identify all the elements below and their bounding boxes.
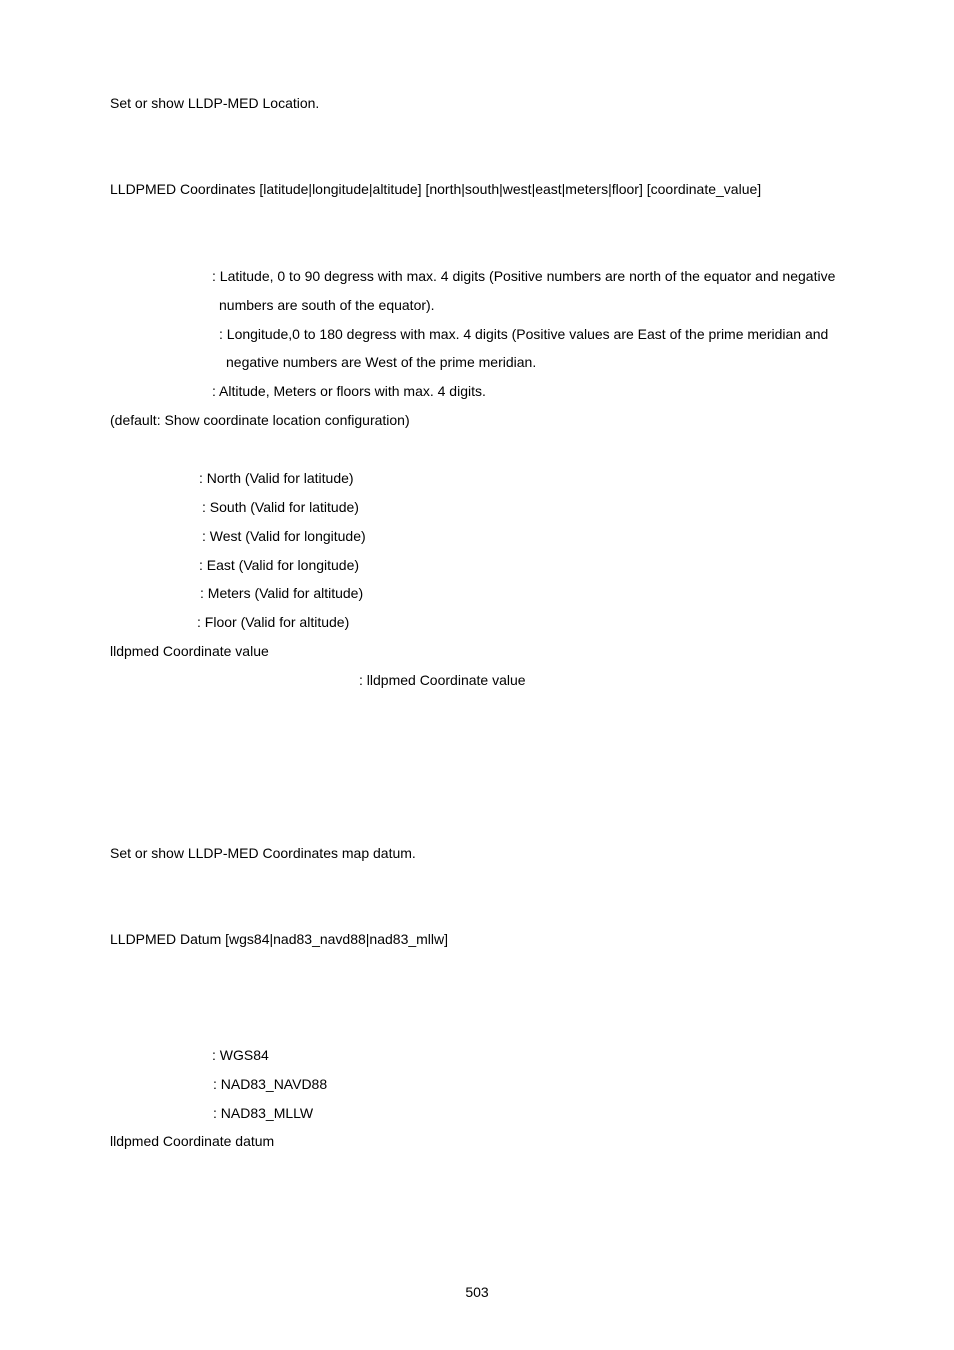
value-label: lldpmed Coordinate value: [110, 643, 269, 659]
param-longitude-line1: : Longitude,0 to 180 degress with max. 4 digits (Positive values are East of the prime meridian and: [219, 326, 829, 342]
section2-description: Set or show LLDP-MED Coordinates map datum.: [110, 845, 416, 861]
dir-east: : East (Valid for longitude): [199, 557, 360, 573]
section1-description: Set or show LLDP-MED Location.: [110, 95, 320, 111]
value-desc: : lldpmed Coordinate value: [359, 672, 526, 688]
param-longitude-line2: negative numbers are West of the prime meridian.: [226, 354, 537, 370]
dir-meters: : Meters (Valid for altitude): [200, 585, 364, 601]
default-note: (default: Show coordinate location configuration): [110, 412, 410, 428]
opt-wgs84: : WGS84: [212, 1047, 269, 1063]
datum-label: lldpmed Coordinate datum: [110, 1133, 275, 1149]
opt-navd88: : NAD83_NAVD88: [213, 1076, 328, 1092]
dir-north: : North (Valid for latitude): [199, 470, 354, 486]
dir-floor: : Floor (Valid for altitude): [197, 614, 350, 630]
opt-mllw: : NAD83_MLLW: [213, 1105, 314, 1121]
page-number: 503: [465, 1284, 489, 1300]
dir-south: : South (Valid for latitude): [202, 499, 359, 515]
param-latitude-line1: : Latitude, 0 to 90 degress with max. 4 digits (Positive numbers are north of the equator and negative: [212, 268, 836, 284]
param-altitude: : Altitude, Meters or floors with max. 4 digits.: [212, 383, 486, 399]
section2-syntax: LLDPMED Datum [wgs84|nad83_navd88|nad83_mllw]: [110, 931, 449, 947]
param-latitude-line2: numbers are south of the equator).: [219, 297, 435, 313]
dir-west: : West (Valid for longitude): [202, 528, 366, 544]
section1-syntax: LLDPMED Coordinates [latitude|longitude|altitude] [north|south|west|east|meters|floor] [coordinate_value]: [110, 181, 762, 197]
